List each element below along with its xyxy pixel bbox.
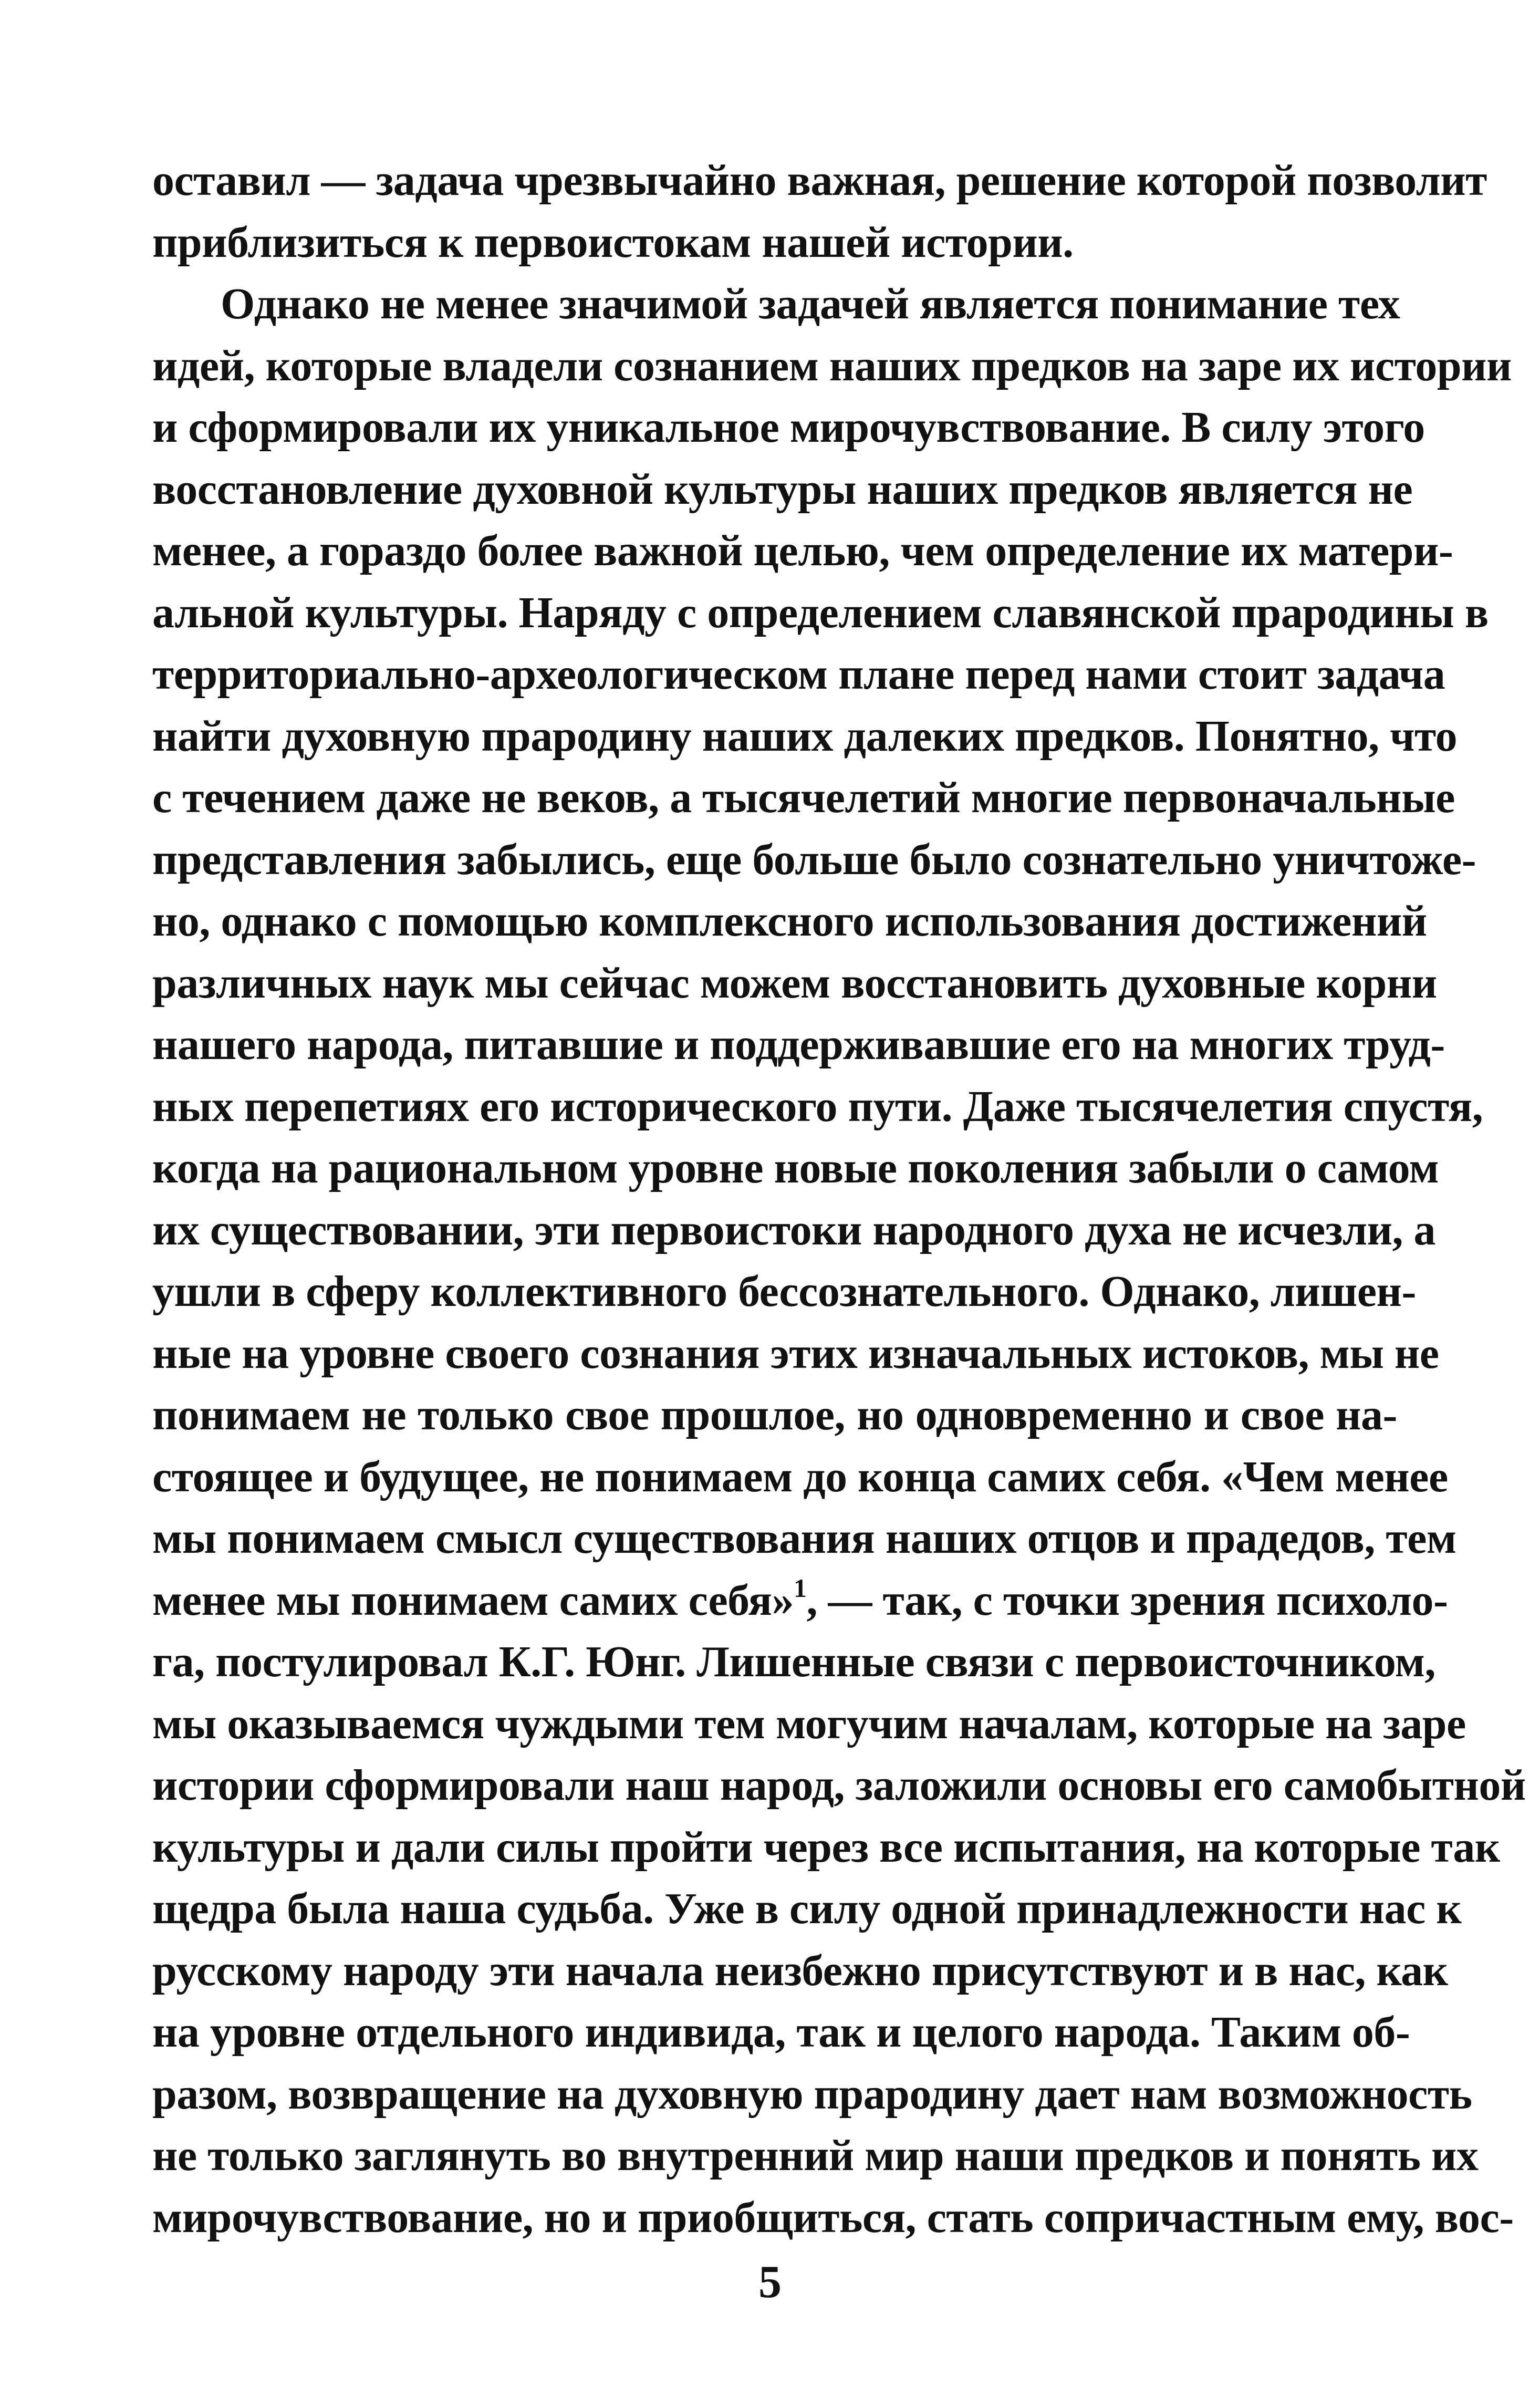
text-line: на уровне отдельного индивида, так и целого народа. Таким об- xyxy=(152,2008,1410,2057)
text-line: мы оказываемся чуждыми тем могучим началам, которые на заре xyxy=(152,1699,1466,1748)
text-line: когда на рациональном уровне новые поколения забыли о самом xyxy=(152,1144,1439,1192)
text-line: с течением даже не веков, а тысячелетий многие первоначальные xyxy=(152,773,1455,822)
body-text xyxy=(152,150,1526,2248)
text-line: их существовании, эти первоистоки народного духа не исчезли, а xyxy=(152,1205,1436,1254)
quote-end-text: менее мы понимаем самих себя» xyxy=(152,1575,794,1625)
text-line: ных перепетиях его исторического пути. Даже тысячелетия спустя, xyxy=(152,1082,1483,1131)
text-line: разом, возвращение на духовную прародину дает нам возможность xyxy=(152,2069,1472,2119)
text-line: идей, которые владели сознанием наших предков на заре их истории xyxy=(152,341,1512,390)
text-line: но, однако с помощью комплексного использования достижений xyxy=(152,897,1427,946)
text-line: понимаем не только свое прошлое, но одновременно и свое на- xyxy=(152,1390,1397,1439)
text-line: Однако не менее значимой задачей является понимание тех xyxy=(221,279,1400,328)
text-line: менее, а гораздо более важной целью, чем определение их матери- xyxy=(152,526,1453,575)
text-line: различных наук мы сейчас можем восстановить духовные корни xyxy=(152,958,1437,1008)
text-line-with-footnote xyxy=(152,1570,1448,1632)
text-line: альной культуры. Наряду с определением славянской прародины в xyxy=(152,588,1489,637)
text-line: щедра была наша судьба. Уже в силу одной принадлежности нас к xyxy=(152,1884,1462,1933)
text-line: восстановление духовной культуры наших предков является не xyxy=(152,464,1413,514)
text-line: культуры и дали силы пройти через все испытания, на которые так xyxy=(152,1822,1500,1872)
text-line: га, постулировал К.Г. Юнг. Лишенные связи с первоисточником, xyxy=(152,1637,1435,1686)
text-line: мы понимаем смысл существования наших отцов и прадедов, тем xyxy=(152,1514,1456,1563)
text-line: и сформировали их уникальное мирочувствование. В силу этого xyxy=(152,403,1425,452)
text-line: территориально-археологическом плане перед нами стоит задача xyxy=(152,650,1445,699)
text-line: не только заглянуть во внутренний мир наши предков и понять их xyxy=(152,2131,1479,2180)
text-line: нашего народа, питавшие и поддерживавшие его на многих труд- xyxy=(152,1020,1445,1069)
text-line: оставил — задача чрезвычайно важная, решение которой позволит xyxy=(152,156,1487,205)
text-line: русскому народу эти начала неизбежно присутствуют и в нас, как xyxy=(152,1946,1448,1995)
text-line: ушли в сферу коллективного бессознательного. Однако, лишен- xyxy=(152,1267,1416,1316)
text-line: найти духовную прародину наших далеких предков. Понятно, что xyxy=(152,711,1458,761)
page-number: 5 xyxy=(758,2257,782,2308)
text-line: мирочувствование, но и приобщиться, стать сопричастным ему, вос- xyxy=(152,2193,1514,2242)
attribution-text: , — так, с точки зрения психоло- xyxy=(806,1575,1448,1625)
text-line: стоящее и будущее, не понимаем до конца самих себя. «Чем менее xyxy=(152,1452,1448,1501)
text-line: истории сформировали наш народ, заложили основы его самобытной xyxy=(152,1761,1526,1810)
text-line: приблизиться к первоистокам нашей истории. xyxy=(152,217,1074,267)
text-line: ные на уровне своего сознания этих изначальных истоков, мы не xyxy=(152,1328,1439,1378)
text-line: представления забылись, еще больше было сознательно уничтоже- xyxy=(152,835,1476,884)
footnote-reference: 1 xyxy=(793,1573,807,1603)
